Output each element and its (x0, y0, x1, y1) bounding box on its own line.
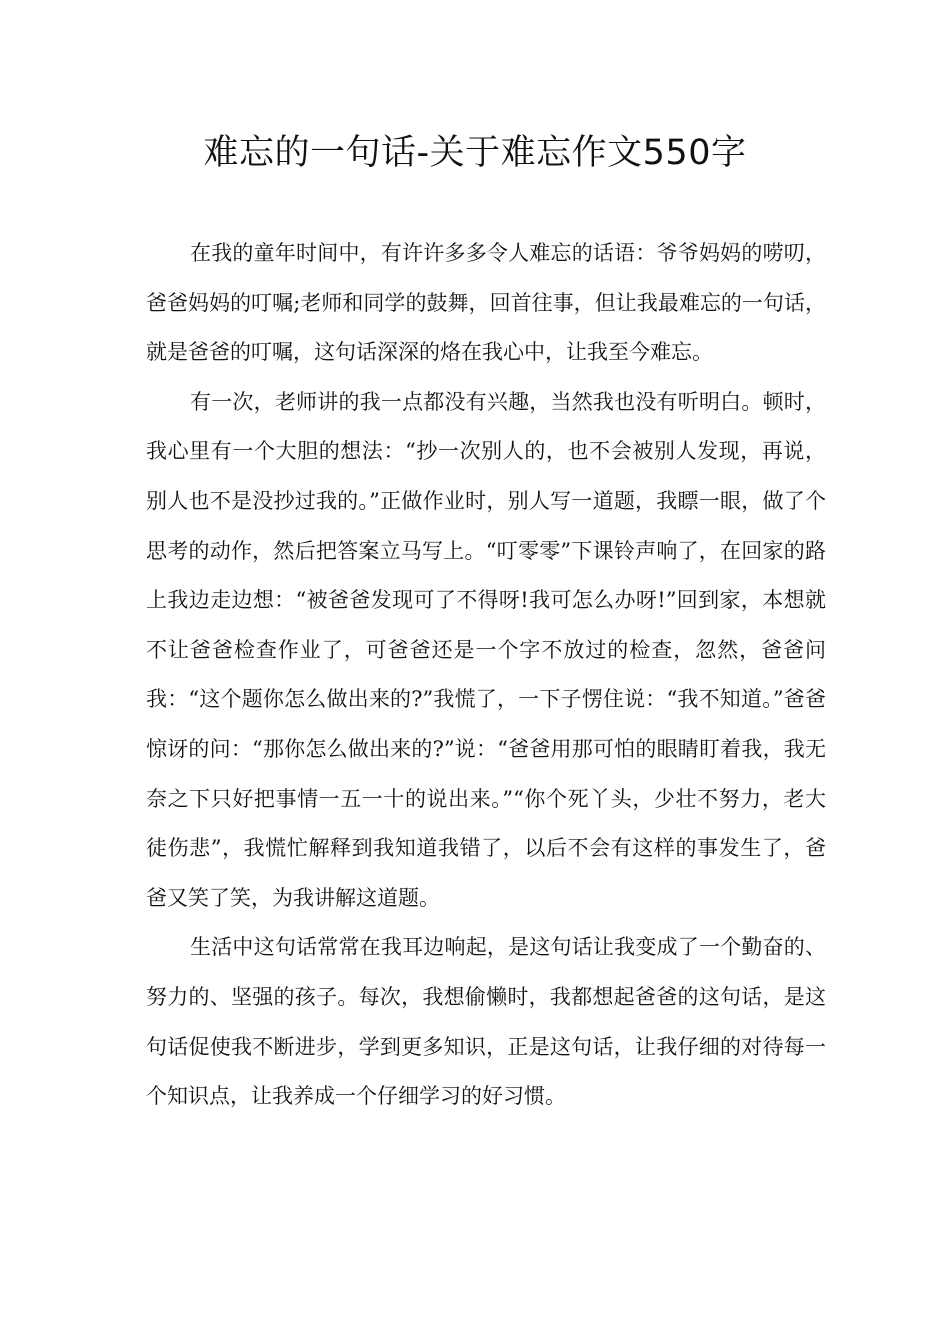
document-title: 难忘的一句话-关于难忘作文550字 (203, 133, 747, 173)
paragraph-2: 有一次，老师讲的我一点都没有兴趣，当然我也没有听明白。顿时，我心里有一个大胆的想法：“抄一次别人的，也不会被别人发现，再说，别人也不是没抄过我的。”正做作业时，别人写一道题，我瞟一眼，做了个思考的动作，然后把答案立马写上。“叮零零”下课铃声响了，在回家的路上我边走边想：“被爸爸发现可了不得呀!我可怎么办呀!”回到家，本想就不让爸爸检查作业了，可爸爸还是一个字不放过的检查，忽然，爸爸问我：“这个题你怎么做出来的?”我慌了，一下子愣住说：“我不知道。”爸爸惊讶的问：“那你怎么做出来的?”说：“爸爸用那可怕的眼睛盯着我，我无奈之下只好把事情一五一十的说出来。”“你个死丫头，少壮不努力，老大徒伤悲”，我慌忙解释到我知道我错了，以后不会有这样的事发生了，爸爸又笑了笑，为我讲解这道题。 (146, 389, 826, 910)
document-body (146, 229, 826, 1122)
paragraph-1: 在我的童年时间中，有许许多多令人难忘的话语：爷爷妈妈的唠叨，爸爸妈妈的叮嘱;老师和同学的鼓舞，回首往事，但让我最难忘的一句话，就是爸爸的叮嘱，这句话深深的烙在我心中，让我至今难忘。 (146, 241, 826, 365)
paragraph-3: 生活中这句话常常在我耳边响起，是这句话让我变成了一个勤奋的、努力的、坚强的孩子。每次，我想偷懒时，我都想起爸爸的这句话，是这句话促使我不断进步，学到更多知识，正是这句话，让我仔细的对待每一个知识点，让我养成一个仔细学习的好习惯。 (146, 935, 826, 1109)
